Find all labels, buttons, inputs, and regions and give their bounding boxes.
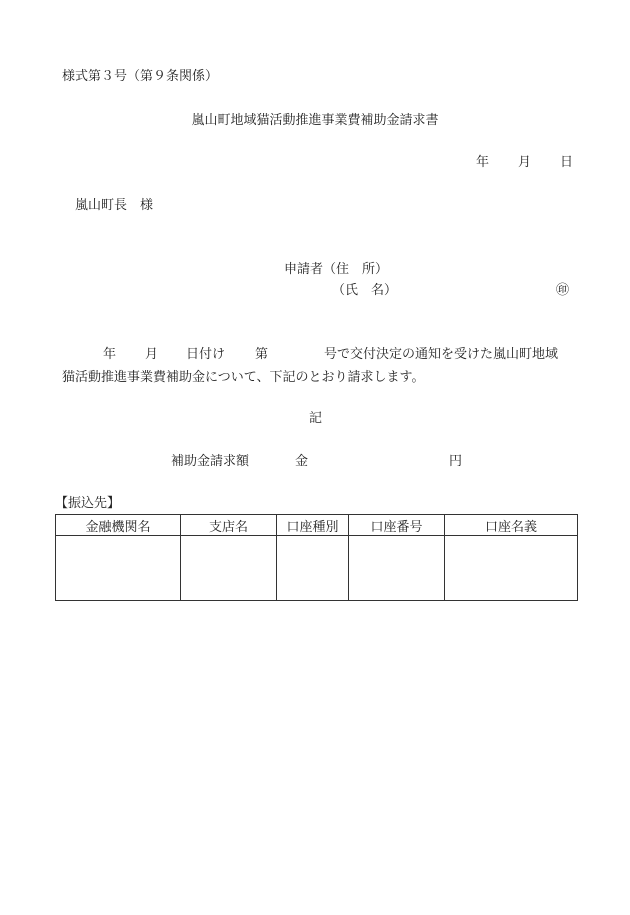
bank-name-cell: [56, 536, 181, 601]
body-line2-text: 猫活動推進事業費補助金について、下記のとおり請求します。: [62, 370, 425, 385]
body-date-suffix: 日付け: [186, 347, 226, 362]
account-type-cell: [277, 536, 349, 601]
date-month-label: 月: [518, 155, 532, 170]
column-header-branch-name: 支店名: [181, 515, 277, 536]
column-header-account-type: 口座種別: [277, 515, 349, 536]
amount-prefix: 金: [295, 454, 309, 469]
body-line1-text: 号で交付決定の通知を受けた嵐山町地域: [324, 347, 559, 362]
amount-unit: 円: [449, 454, 463, 469]
branch-name-cell: [181, 536, 277, 601]
document-title: 嵐山町地域猫活動推進事業費補助金請求書: [191, 113, 439, 128]
amount-label: 補助金請求額: [171, 454, 250, 469]
bank-table: [55, 514, 578, 601]
body-year: 年: [103, 347, 117, 362]
date-day-label: 日: [560, 155, 574, 170]
column-header-account-number: 口座番号: [349, 515, 445, 536]
applicant-address-label: 申請者（住 所）: [284, 262, 389, 277]
bank-table-row: [56, 536, 578, 601]
addressee: 嵐山町長 様: [75, 198, 154, 213]
body-month: 月: [145, 347, 159, 362]
bank-heading: 【振込先】: [55, 496, 121, 511]
form-number: 様式第３号（第９条関係）: [62, 69, 219, 84]
seal-mark: ㊞: [556, 283, 570, 298]
body-number-prefix: 第: [255, 347, 269, 362]
account-holder-cell: [445, 536, 578, 601]
column-header-account-holder: 口座名義: [445, 515, 578, 536]
applicant-name-label: （氏 名）: [332, 283, 398, 298]
account-number-cell: [349, 536, 445, 601]
bank-table-header-row: [56, 515, 578, 536]
date-year-label: 年: [476, 155, 490, 170]
ki-heading: 記: [309, 411, 323, 426]
column-header-bank-name: 金融機関名: [56, 515, 181, 536]
